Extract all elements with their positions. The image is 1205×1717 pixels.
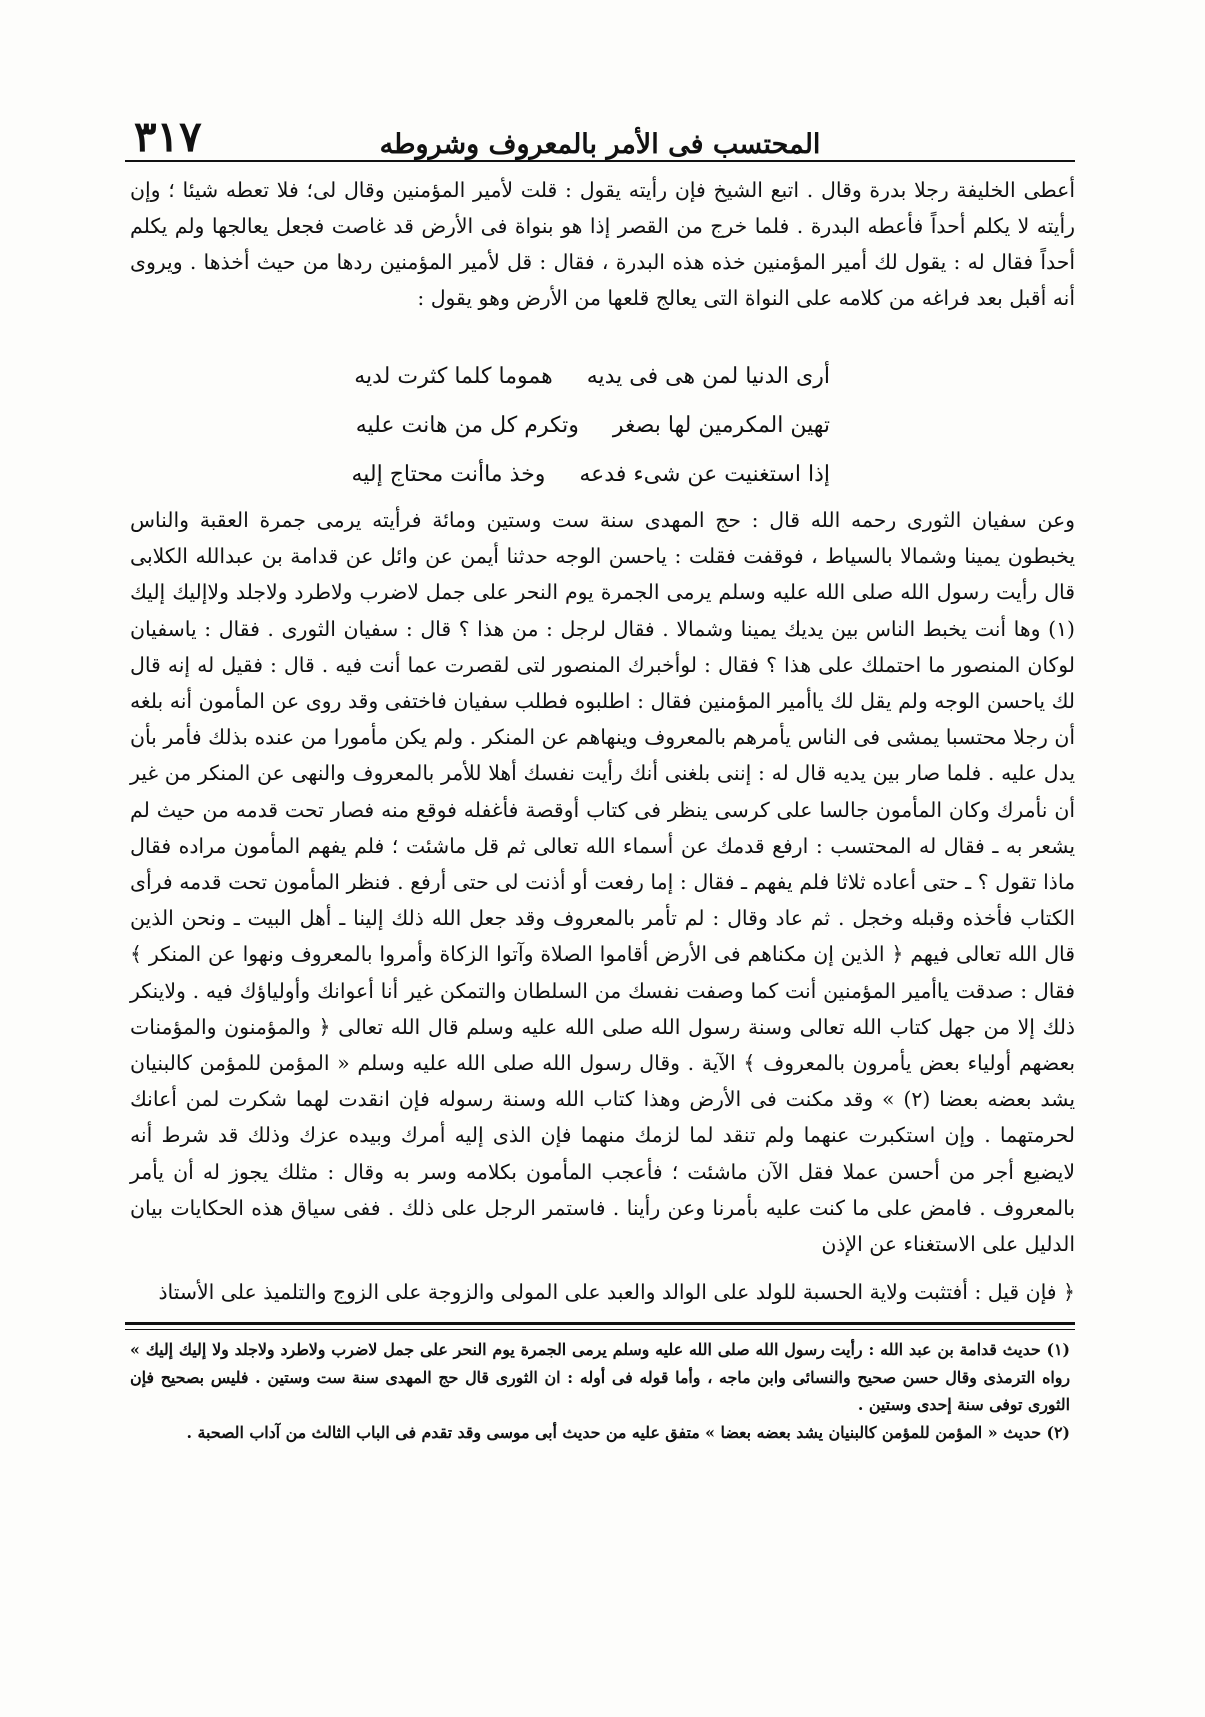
verse-2-second-half: وتكرم كل من هانت عليه: [355, 413, 579, 438]
verse-2-first-half: تهين المكرمين لها بصغر: [612, 413, 830, 438]
page-number: ٣١٧: [134, 112, 202, 161]
main-paragraph: [130, 502, 1075, 1262]
paragraph-1: أعطى الخليفة رجلا بدرة وقال . اتبع الشيخ فإن رأيته يقول : قلت لأمير المؤمنين وقال لى؛ فلا تعطه شيئا ؛ وإن رأيته لا يكلم أحداً فأعطه البدرة . فلما خرج من القصر إذا هو بنواة فى الأرض قد غاصت فجعل يعالجها ولم يكلم أحداً فقال له : يقول لك أمير المؤمنين خذه هذه البدرة ، فقال : قل لأمير المؤمنين ردها من حيث أخذها . ويروى أنه أقبل بعد فراغه من كلامه على النواة التى يعالج قلعها من الأرض وهو يقول :: [130, 178, 1075, 311]
footnotes: [130, 1336, 1070, 1446]
running-title: المحتسب فى الأمر بالمعروف وشروطه: [379, 129, 821, 160]
verse-1-second-half: هموما كلما كثرت لديه: [354, 364, 553, 389]
verse-line: [330, 450, 830, 499]
footnote-2: (٢) حديث « المؤمن للمؤمن كالبنيان يشد بعضه بعضا » متفق عليه من حديث أبى موسى وقد تقدم فى الباب الثالث من آداب الصحبة .: [186, 1422, 1070, 1442]
header-rule: [125, 160, 1075, 162]
verse-3-first-half: إذا استغنيت عن شىء فدعه: [579, 462, 830, 487]
poem: [330, 352, 830, 499]
question-paragraph: [130, 1274, 1075, 1310]
verse-1-first-half: أرى الدنيا لمن هى فى يديه: [586, 364, 830, 389]
page-header: [120, 108, 1080, 160]
opening-paragraph: [130, 172, 1075, 316]
question-text: ﴿ فإن قيل : أفتثبت ولاية الحسبة للولد على الوالد والعبد على المولى والزوجة على الزوج والتلميذ على الأستاذ: [158, 1280, 1075, 1304]
verse-line: [330, 352, 830, 401]
verse-line: [330, 401, 830, 450]
verse-3-second-half: وخذ ماأنت محتاج إليه: [351, 462, 546, 487]
paragraph-2: وعن سفيان الثورى رحمه الله قال : حج المهدى سنة ست وستين ومائة فرأيته يرمى جمرة العقبة والناس يخبطون يمينا وشمالا بالسياط ، فوقفت فقلت : ياحسن الوجه حدثنا أيمن عن وائل عن قدامة بن عبدالله الكلابى قال رأيت رسول الله صلى الله عليه وسلم يرمى الجمرة يوم النحر على جمل لاضرب ولاطرد ولاجلد ولاإليك إليك (١) وها أنت يخبط الناس بين يديك يمينا وشمالا . فقال لرجل : من هذا ؟ قال : سفيان الثورى . فقال : ياسفيان لوكان المنصور ما احتملك على هذا ؟ فقال : لوأخبرك المنصور لتى لقصرت عما أنت فيه . قال : فقيل له إنه قال لك ياحسن الوجه ولم يقل لك ياأمير المؤمنين فقال : اطلبوه فطلب سفيان فاختفى وقد روى عن المأمون أنه بلغه أن رجلا محتسبا يمشى فى الناس يأمرهم بالمعروف وينهاهم عن المنكر . ولم يكن مأمورا من عنده بذلك فأمر بأن يدل عليه . فلما صار بين يديه قال له : إننى بلغنى أنك رأيت نفسك أهلا للأمر بالمعروف والنهى عن المنكر من غير أن نأمرك وكان المأمون جالسا على كرسى ينظر فى كتاب أوقصة فأغفله فوقع منه فصار تحت قدمه من حيث لم يشعر به ـ فقال له المحتسب : ارفع قدمك عن أسماء الله تعالى ثم قل ماشئت ؛ فلم يفهم المأمون مراده فقال ماذا تقول ؟ ـ حتى أعاده ثلاثا فلم يفهم ـ فقال : إما رفعت أو أذنت لى حتى أرفع . فنظر المأمون تحت قدمه فرأى الكتاب فأخذه وقبله وخجل . ثم عاد وقال : لم تأمر بالمعروف وقد جعل الله ذلك إلينا ـ أهل البيت ـ ونحن الذين قال الله تعالى فيهم ﴿ الذين إن مكناهم فى الأرض أقاموا الصلاة وآتوا الزكاة وأمروا بالمعروف ونهوا عن المنكر ﴾ فقال : صدقت ياأمير المؤمنين أنت كما وصفت نفسك من السلطان والتمكن غير أنا أعوانك وأولياؤك فيه . ولاينكر ذلك إلا من جهل كتاب الله تعالى وسنة رسول الله صلى الله عليه وسلم قال الله تعالى ﴿ والمؤمنون والمؤمنات بعضهم أولياء بعض يأمرون بالمعروف ﴾ الآية . وقال رسول الله صلى الله عليه وسلم « المؤمن للمؤمن كالبنيان يشد بعضه بعضا (٢) » وقد مكنت فى الأرض وهذا كتاب الله وسنة رسوله فإن انقدت لهما شكرت لمن أعانك لحرمتهما . وإن استكبرت عنهما ولم تنقد لما لزمك منهما فإن الذى إليه أمرك وبيده عزك وذلك قد شرط أنه لايضيع أجر من أحسن عملا فقل الآن ماشئت ؛ فأعجب المأمون بكلامه وسر به وقال : مثلك يجوز له أن يأمر بالمعروف . فامض على ما كنت عليه بأمرنا وعن رأينا . فاستمر الرجل على ذلك . ففى سياق هذه الحكايات بيان الدليل على الاستغناء عن الإذن: [130, 508, 1075, 1257]
footnote-1: (١) حديث قدامة بن عبد الله : رأيت رسول الله صلى الله عليه وسلم يرمى الجمرة يوم النحر على جمل لاضرب ولاطرد ولاجلد ولا إليك إليك » رواه الترمذى وقال حسن صحيح والنسائى وابن ماجه ، وأما قوله فى أوله : ان الثورى قال حج المهدى سنة ست وستين . فليس بصحيح فإن الثورى توفى سنة إحدى وستين .: [130, 1340, 1070, 1414]
footnote-separator: [125, 1322, 1075, 1330]
